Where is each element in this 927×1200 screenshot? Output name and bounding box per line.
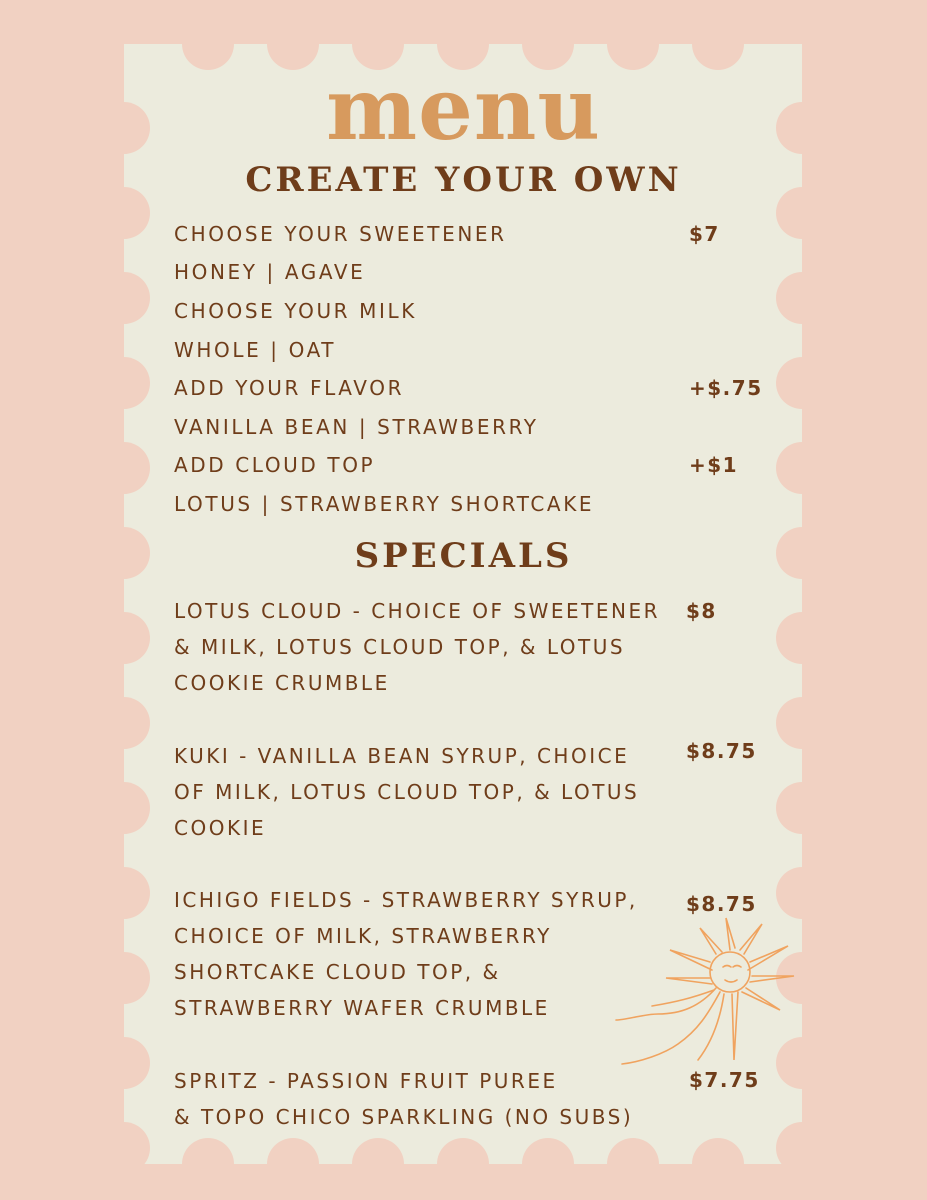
cyo-item-6: VANILLA BEAN | STRAWBERRY [174, 415, 539, 439]
special-ichigo-fields-price: $8.75 [686, 892, 757, 916]
cyo-item-5: ADD YOUR FLAVOR [174, 376, 405, 400]
scallop-edge [182, 1138, 234, 1164]
sun-icon [612, 910, 802, 1075]
scallop-edge [776, 442, 802, 494]
scallop-edge [124, 952, 150, 1004]
special-spritz-price: $7.75 [689, 1068, 760, 1092]
scallop-edge [776, 357, 802, 409]
cyo-price-1: $7 [689, 222, 720, 246]
cyo-item-7: ADD CLOUD TOP [174, 453, 376, 477]
cyo-item-1: CHOOSE YOUR SWEETENER [174, 222, 507, 246]
cyo-item-3: CHOOSE YOUR MILK [174, 299, 417, 323]
scallop-edge [124, 697, 150, 749]
special-spritz: SPRITZ - PASSION FRUIT PUREE & TOPO CHICO SPARKLING (NO SUBS) [174, 1069, 634, 1129]
scallop-edge [124, 357, 150, 409]
create-your-own-heading: CREATE YOUR OWN [245, 160, 682, 200]
cyo-price-7: +$1 [689, 453, 739, 477]
cyo-item-2: HONEY | AGAVE [174, 260, 366, 284]
cyo-item-8: LOTUS | STRAWBERRY SHORTCAKE [174, 492, 595, 516]
scallop-edge [352, 1138, 404, 1164]
special-ichigo-fields: ICHIGO FIELDS - STRAWBERRY SYRUP, CHOICE OF MILK, STRAWBERRY SHORTCAKE CLOUD TOP, & STRAWBERRY WAFER CRUMBLE [174, 888, 638, 1020]
scallop-edge [124, 1122, 150, 1164]
specials-heading: SPECIALS [354, 536, 573, 576]
special-lotus-cloud-price: $8 [686, 599, 717, 623]
scallop-edge [124, 612, 150, 664]
scallop-edge [267, 1138, 319, 1164]
scallop-edge [124, 442, 150, 494]
scallop-edge [522, 1138, 574, 1164]
cyo-price-5: +$.75 [689, 376, 763, 400]
scallop-edge [776, 272, 802, 324]
scallop-edge [692, 1138, 744, 1164]
scallop-edge [776, 697, 802, 749]
scallop-edge [607, 1138, 659, 1164]
scallop-edge [124, 272, 150, 324]
scallop-edge [437, 1138, 489, 1164]
special-kuki-price: $8.75 [686, 739, 757, 763]
scallop-edge [124, 1037, 150, 1089]
scallop-edge [776, 612, 802, 664]
special-lotus-cloud: LOTUS CLOUD - CHOICE OF SWEETENER & MILK, LOTUS CLOUD TOP, & LOTUS COOKIE CRUMBLE [174, 599, 660, 695]
scallop-edge [776, 1122, 802, 1164]
scallop-edge [124, 782, 150, 834]
menu-title: menu [326, 59, 601, 160]
scallop-edge [124, 867, 150, 919]
special-kuki: KUKI - VANILLA BEAN SYRUP, CHOICE OF MILK, LOTUS CLOUD TOP, & LOTUS COOKIE [174, 744, 640, 840]
scallop-edge [776, 782, 802, 834]
cyo-item-4: WHOLE | OAT [174, 338, 337, 362]
